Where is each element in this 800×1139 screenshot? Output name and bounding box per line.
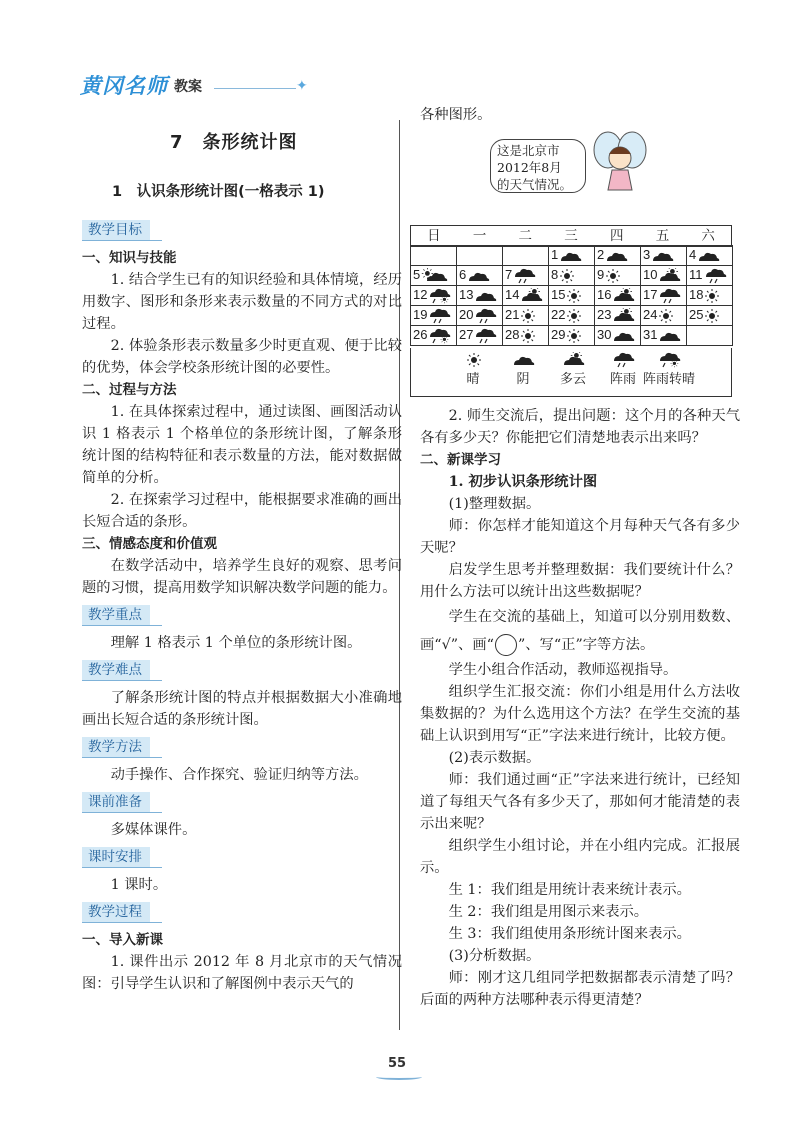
weekday-label: 日: [427, 228, 441, 244]
paragraph: 1. 在具体探索过程中，通过读图、画图活动认识 1 格表示 1 个格单位的条形统计图，了解条形统计图的结构特征和表示数量的方法，能对数据做简单的分析。: [82, 404, 402, 486]
calendar-day: [457, 286, 503, 306]
paragraph: 多媒体课件。: [110, 822, 197, 838]
day-number: 26: [413, 327, 428, 343]
heading: 二、新课学习: [420, 452, 501, 468]
paragraph: 生 1：我们组是用统计表来统计表示。: [448, 882, 691, 898]
paragraph: 生 2：我们组是用图示来表示。: [448, 904, 649, 920]
day-number: 9: [597, 267, 605, 283]
calendar-day: [549, 326, 595, 346]
day-number: 6: [459, 267, 467, 283]
section-tag-hours: 课时安排: [82, 847, 150, 868]
section-tag-key: 教学重点: [82, 605, 150, 626]
day-number: 13: [459, 287, 474, 303]
heading: 三、情感态度和价值观: [82, 536, 217, 552]
text-run: 学生在交流的基础上，知道可以分别用数数、画“√”、画“: [420, 609, 740, 653]
lesson-title: 1 认识条形统计图(一格表示 1): [112, 184, 325, 200]
legend-label: 阵雨转晴: [642, 372, 695, 387]
heading: 二、过程与方法: [82, 382, 177, 398]
subheading: 1. 初步认识条形统计图: [448, 474, 598, 490]
page-number-decoration: [376, 1074, 422, 1080]
calendar-day: [595, 306, 641, 326]
left-column: [82, 214, 402, 995]
day-number: 23: [597, 307, 612, 323]
weekday-label: 二: [518, 228, 533, 244]
paragraph: 1. 课件出示 2012 年 8 月北京市的天气情况图：引导学生认识和了解图例中表示天气的: [82, 954, 402, 992]
sun-icon: [558, 267, 575, 282]
calendar-day: [503, 306, 549, 326]
day-number: 1: [551, 247, 559, 263]
section-tag-prep: 课前准备: [82, 792, 150, 813]
calendar-day: [411, 306, 457, 326]
calendar-day: [595, 286, 641, 306]
weather-icon: [420, 267, 449, 282]
paragraph: 生 3：我们组使用条形统计图来表示。: [448, 926, 691, 942]
page-number: 55: [388, 1056, 407, 1071]
sun-icon: [519, 327, 536, 342]
shower-icon: [473, 307, 498, 322]
day-number: 18: [689, 287, 704, 303]
calendar-day: [503, 326, 549, 346]
calendar-day: [549, 286, 595, 306]
calendar-blank: [411, 246, 457, 266]
cloud-icon: [696, 247, 721, 262]
cloud-icon: [650, 247, 675, 262]
day-number: 7: [505, 267, 513, 283]
legend-label: 晴: [466, 372, 480, 387]
right-column: [420, 405, 740, 1011]
paragraph: 师：你怎样才能知道这个月每种天气各有多少天呢？: [420, 518, 740, 556]
sun-icon: [519, 307, 536, 322]
calendar-day: [641, 246, 687, 266]
sun-icon: [565, 307, 582, 322]
day-number: 2: [597, 247, 605, 263]
shower-to-sunny-icon: [427, 327, 452, 342]
sun-icon: [565, 327, 582, 342]
day-number: 29: [551, 327, 566, 343]
day-number: 24: [643, 307, 658, 323]
calendar-day: [641, 286, 687, 306]
paragraph: 在数学活动中，培养学生良好的观察、思考问题的习惯，提高用数学知识解决数学问题的能力。: [82, 558, 402, 596]
section-tag-goals: 教学目标: [82, 220, 150, 241]
shower-to-sunny-icon: [639, 352, 699, 368]
weather-legend: [410, 348, 732, 397]
day-number: 3: [643, 247, 651, 263]
circle-icon: [495, 634, 517, 656]
calendar-day: [687, 286, 733, 306]
calendar-day: [549, 246, 595, 266]
sun-icon: [657, 307, 674, 322]
calendar-day: [687, 246, 733, 266]
speech-bubble: [490, 139, 586, 193]
calendar-blank: [503, 246, 549, 266]
weekday-label: 六: [701, 228, 715, 244]
paragraph: 2. 师生交流后，提出问题：这个月的各种天气各有多少天？你能把它们清楚地表示出来吗？: [420, 408, 740, 446]
day-number: 21: [505, 307, 520, 323]
paragraph: 组织学生汇报交流：你们小组是用什么方法收集数据的？为什么选用这个方法？在学生交流的基础上认识到用写“正”字法来进行统计，比较方便。: [420, 684, 740, 744]
heading: 一、知识与技能: [82, 250, 177, 266]
calendar-blank: [687, 326, 733, 346]
sun-icon: [703, 287, 720, 302]
heading: 一、导入新课: [82, 932, 163, 948]
calendar-day: [595, 266, 641, 286]
day-number: 28: [505, 327, 520, 343]
calendar-day: [641, 266, 687, 286]
paragraph: 2. 体验条形表示数量多少时更直观、便于比较的优势，体会学校条形统计图的必要性。: [82, 338, 402, 376]
calendar-day: [549, 266, 595, 286]
calendar-week: [411, 306, 733, 326]
calendar-day: [641, 306, 687, 326]
right-column-top: [420, 104, 740, 126]
weekday-label: 三: [564, 228, 578, 244]
day-number: 16: [597, 287, 612, 303]
weekday-label: 四: [609, 228, 624, 244]
day-number: 14: [505, 287, 520, 303]
paragraph: 各种图形。: [420, 107, 492, 123]
calendar-blank: [457, 246, 503, 266]
shower-icon: [473, 327, 498, 342]
paragraph: 组织学生小组讨论，并在小组内完成。汇报展示。: [420, 838, 740, 876]
legend-item: [639, 352, 699, 387]
day-number: 17: [643, 287, 658, 303]
sun-icon: [565, 287, 582, 302]
paragraph: (1)整理数据。: [448, 496, 541, 512]
header-rule: [214, 88, 296, 89]
bubble-line: 的天气情况。: [497, 177, 573, 192]
calendar-week: [411, 286, 733, 306]
paragraph: [420, 603, 740, 659]
day-number: 25: [689, 307, 704, 323]
calendar-day: [457, 326, 503, 346]
bubble-line: 这是北京市: [497, 143, 560, 158]
brand-subtitle: 教案: [174, 79, 202, 95]
weather-calendar: [410, 245, 733, 346]
calendar-week: [411, 246, 733, 266]
fairy-illustration: [588, 128, 650, 194]
section-tag-method: 教学方法: [82, 737, 150, 758]
section-tag-difficult: 教学难点: [82, 660, 150, 681]
sun-icon: [604, 267, 621, 282]
day-number: 30: [597, 327, 612, 343]
cloud-icon: [466, 267, 491, 282]
section-tag-process: 教学过程: [82, 902, 150, 923]
shower-icon: [657, 287, 682, 302]
shower-icon: [512, 267, 537, 282]
paragraph: 启发学生思考并整理数据：我们要统计什么？用什么方法可以统计出这些数据呢？: [420, 562, 740, 600]
cloud-icon: [473, 287, 498, 302]
text-run: ”、写“正”字等方法。: [517, 637, 655, 653]
partly-cloudy-icon: [657, 267, 682, 282]
paragraph: 师：刚才这几组同学把数据都表示清楚了吗？后面的两种方法哪种表示得更清楚？: [420, 970, 740, 1008]
legend-label: 阵雨: [609, 372, 636, 387]
calendar-week: [411, 326, 733, 346]
legend-label: 阴: [516, 372, 530, 387]
partly-cloudy-icon: [611, 287, 636, 302]
paragraph: 师：我们通过画“正”字法来进行统计，已经知道了每组天气各有多少天了，那如何才能清楚的表示出来呢？: [420, 772, 740, 832]
day-number: 31: [643, 327, 658, 343]
paragraph: (2)表示数据。: [448, 750, 541, 766]
calendar-day: [457, 306, 503, 326]
sun-icon: [703, 307, 720, 322]
shower-icon: [703, 267, 728, 282]
paragraph: (3)分析数据。: [448, 948, 541, 964]
day-number: 19: [413, 307, 428, 323]
paragraph: 学生小组合作活动，教师巡视指导。: [448, 662, 678, 678]
calendar-day: [687, 266, 733, 286]
day-number: 22: [551, 307, 566, 323]
calendar-day: [641, 326, 687, 346]
chapter-title: 7 条形统计图: [170, 132, 298, 153]
calendar-day: [503, 286, 549, 306]
day-number: 10: [643, 267, 658, 283]
calendar-day: [595, 326, 641, 346]
calendar-day: [411, 286, 457, 306]
day-number: 11: [689, 267, 703, 283]
calendar-day: [411, 266, 457, 286]
partly-cloudy-icon: [519, 287, 544, 302]
cloud-icon: [604, 247, 629, 262]
calendar-day: [457, 266, 503, 286]
paragraph: 2. 在探索学习过程中，能根据要求准确的画出长短合适的条形。: [82, 492, 402, 530]
brand-logo: 黄冈名师: [80, 74, 168, 98]
cloud-icon: [558, 247, 583, 262]
paragraph: 理解 1 格表示 1 个单位的条形统计图。: [110, 635, 362, 651]
day-number: 27: [459, 327, 474, 343]
partly-cloudy-icon: [611, 307, 636, 322]
calendar-week: [411, 266, 733, 286]
bubble-line: 2012年8月: [497, 160, 562, 175]
weekday-label: 一: [472, 228, 487, 244]
cloud-icon: [611, 327, 636, 342]
day-number: 20: [459, 307, 474, 323]
paragraph: 动手操作、合作探究、验证归纳等方法。: [110, 767, 368, 783]
calendar-day: [687, 306, 733, 326]
calendar-day: [549, 306, 595, 326]
cloud-icon: [657, 327, 682, 342]
day-number: 4: [689, 247, 697, 263]
legend-label: 多云: [559, 372, 586, 387]
shower-icon: [427, 307, 452, 322]
star-icon: ✦: [296, 78, 308, 94]
paragraph: 了解条形统计图的特点并根据数据大小准确地画出长短合适的条形统计图。: [82, 690, 402, 728]
calendar-day: [503, 266, 549, 286]
day-number: 15: [551, 287, 566, 303]
shower-to-sunny-icon: [427, 287, 452, 302]
day-number: 5: [413, 267, 421, 283]
weekday-label: 五: [655, 228, 670, 244]
day-number: 8: [551, 267, 559, 283]
calendar-day: [411, 326, 457, 346]
weather-calendar-header: [410, 225, 732, 247]
calendar-day: [595, 246, 641, 266]
day-number: 12: [413, 287, 428, 303]
paragraph: 1. 结合学生已有的知识经验和具体情境，经历用数字、图形和条形来表示数量的不同方式的对比过程。: [82, 272, 402, 332]
paragraph: 1 课时。: [110, 877, 168, 893]
